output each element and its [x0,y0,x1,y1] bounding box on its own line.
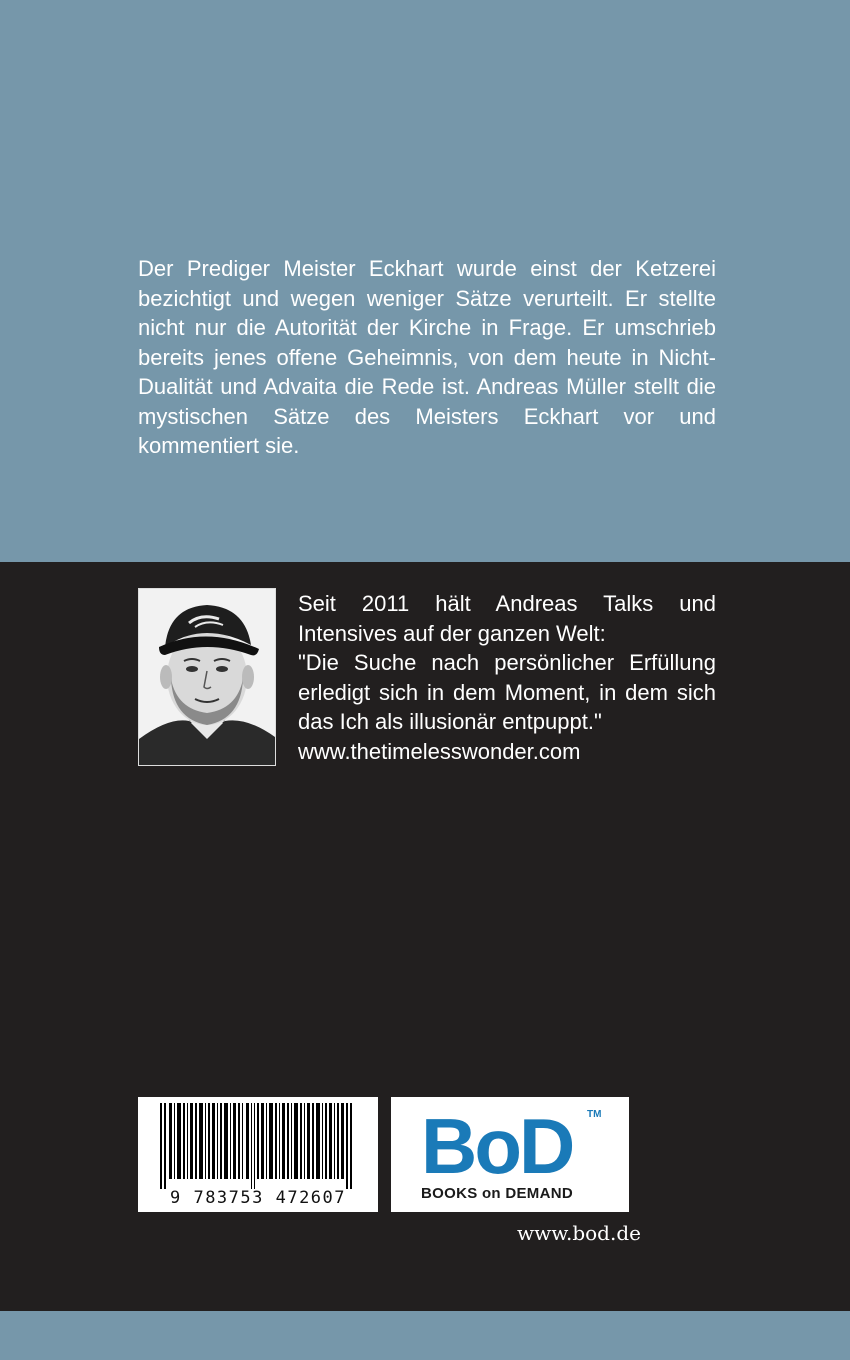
bottom-strip [0,1311,850,1360]
author-photo [138,588,276,766]
bod-logo-subtitle: BOOKS on DEMAND [421,1185,573,1202]
author-bio [298,589,716,766]
isbn-barcode [138,1097,378,1212]
author-website-link[interactable]: www.thetimelesswonder.com [298,738,581,764]
trademark-mark: TM [587,1109,602,1120]
publisher-logo [391,1097,629,1212]
barcode-icon [138,1097,378,1193]
top-panel [0,0,850,562]
author-quote: "Die Suche nach persönlicher Erfüllung erledigt sich in dem Moment, in dem sich das Ich als illusionär entpuppt." [298,650,716,734]
bod-logo-text: BoD [421,1102,573,1190]
author-portrait-icon [139,589,275,765]
isbn-number: 9 783753 472607 [169,1188,347,1208]
book-blurb: Der Prediger Meister Eckhart wurde einst der Ketzerei bezichtigt und wegen weniger Sätze verurteilt. Er stellte nicht nur die Autorität der Kirche in Frage. Er umschrieb bereits jenes offene Geheimnis, von dem heute in Nicht-Dualität und Advaita die Rede ist. Andreas Müller stellt die mystischen Sätze des Meisters Eckhart vor und kommentiert sie. [138,256,716,458]
author-bio-intro: Seit 2011 hält Andreas Talks und Intensives auf der ganzen Welt: [298,591,716,646]
publisher-website-link[interactable]: www.bod.de [517,1221,641,1245]
